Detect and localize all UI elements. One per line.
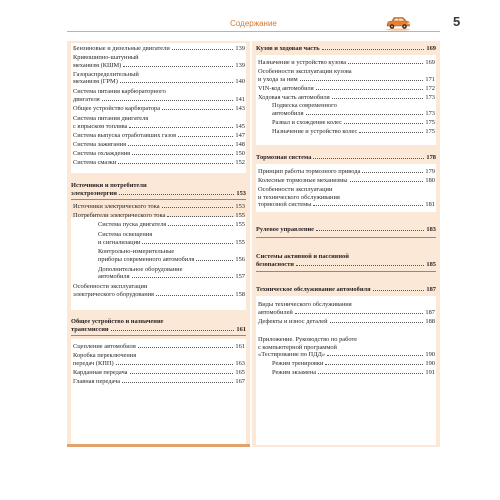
- toc-entry[interactable]: Ходовая часть автомобиля 173: [258, 93, 435, 101]
- toc-section-heading: Общее устройство и назначение: [71, 318, 164, 325]
- toc-entry[interactable]: Система зажигания 148: [73, 140, 245, 148]
- toc-subentry[interactable]: Назначение и устройство колес 175: [272, 128, 435, 135]
- toc-entry[interactable]: Дефекты и износ деталей 188: [258, 318, 435, 325]
- toc-entry[interactable]: Система выпуска отработавших газов 147: [73, 131, 245, 139]
- toc-subentry[interactable]: Система пуска двигателя 155: [98, 221, 245, 228]
- toc-section[interactable]: Техническое обслуживание автомобиля 187: [256, 286, 436, 293]
- toc-entry[interactable]: двигателя 141: [73, 95, 245, 103]
- section-rule: [71, 335, 246, 336]
- toc-section[interactable]: Рулевое управление 183: [256, 226, 436, 233]
- section-rule: [256, 271, 436, 272]
- toc-section-heading: Источники и потребители: [71, 182, 147, 189]
- toc-subentry[interactable]: Режим тренировки 190: [272, 360, 435, 367]
- toc-entry[interactable]: Источники электрического тока 153: [73, 203, 245, 210]
- toc-entry-line: Виды технического обслуживания: [258, 301, 352, 308]
- section-rule: [256, 237, 436, 238]
- toc-subentry-line: Система освещения: [98, 231, 153, 238]
- toc-entry-line: с компьютерной программой: [258, 343, 337, 351]
- toc-entry-line: Система питания двигателя: [73, 115, 149, 122]
- toc-entry-line: Газораспределительный: [73, 70, 139, 78]
- toc-entry[interactable]: VIN-код автомобиля 172: [258, 84, 435, 92]
- toc-section[interactable]: Тормозная система 178: [256, 154, 436, 161]
- toc-entry[interactable]: Система охлаждения 150: [73, 149, 245, 157]
- toc-subentry[interactable]: автомобиля 173: [272, 109, 435, 117]
- toc-entry[interactable]: «Тестирование по ПДД» 190: [258, 351, 435, 358]
- toc-entry[interactable]: Система смазки 152: [73, 158, 245, 166]
- toc-entry-line: Особенности эксплуатации: [258, 186, 333, 193]
- toc-entry[interactable]: Бензиновые и дизельные двигатели 139: [73, 45, 245, 52]
- toc-entry[interactable]: Общее устройство карбюратора 143: [73, 105, 245, 112]
- toc-entry[interactable]: механизм (КШМ) 139: [73, 61, 245, 69]
- car-icon: [385, 15, 411, 31]
- toc-entry[interactable]: механизм (ГРМ) 140: [73, 78, 245, 85]
- toc-entry[interactable]: и ухода за ним 171: [258, 75, 435, 83]
- toc-left-column: [67, 41, 250, 447]
- toc-entry[interactable]: Колесные тормозные механизмы 180: [258, 177, 435, 184]
- toc-entry[interactable]: Карданная передача 165: [73, 368, 245, 376]
- toc-entry[interactable]: Главная передача 167: [73, 377, 245, 385]
- toc-entry-line: Система питания карбюраторного: [73, 88, 166, 95]
- toc-subentry-line: Подвеска современного: [272, 102, 337, 109]
- toc-entry[interactable]: передач (КПП) 163: [73, 359, 245, 367]
- header-rule: [67, 31, 440, 32]
- toc-subentry-line: Контрольно-измерительные: [98, 248, 175, 255]
- toc-entry[interactable]: автомобилей 187: [258, 308, 435, 316]
- toc-entry[interactable]: тормозной системы 181: [258, 201, 435, 208]
- toc-section[interactable]: безопасности 185: [256, 261, 436, 268]
- toc-subentry[interactable]: Режим экзамена 191: [272, 369, 435, 376]
- page-number: 5: [453, 14, 461, 29]
- section-rule: [71, 199, 246, 200]
- toc-entry-line: и технического обслуживания: [258, 193, 340, 201]
- toc-subentry[interactable]: автомобиля 157: [98, 273, 245, 280]
- toc-section[interactable]: трансмиссии 161: [71, 326, 246, 333]
- toc-section-heading: Системы активной и пассивной: [256, 253, 349, 260]
- toc-entry-line: Кривошипно-шатунный: [73, 54, 139, 61]
- toc-entry[interactable]: с впрыском топлива 145: [73, 122, 245, 130]
- toc-subentry[interactable]: и сигнализации 155: [98, 238, 245, 246]
- toc-entry[interactable]: Потребители электрического тока 155: [73, 212, 245, 219]
- toc-entry-line: Приложение. Руководство по работе: [258, 336, 358, 343]
- toc-entry[interactable]: Принцип работы тормозного привода 179: [258, 168, 435, 175]
- toc-entry-line: Особенности эксплуатации: [73, 283, 148, 290]
- page-header: [67, 14, 461, 32]
- toc-entry[interactable]: Назначение и устройство кузова 169: [258, 59, 435, 66]
- toc-section[interactable]: электроэнергии 153: [71, 190, 246, 197]
- toc-entry-line: Коробка переключения: [73, 352, 137, 359]
- toc-entry-line: Особенности эксплуатации кузова: [258, 68, 352, 75]
- toc-section[interactable]: Кузов и ходовая часть 169: [256, 45, 436, 52]
- header-title: Содержание: [230, 19, 277, 28]
- toc-subentry[interactable]: приборы современного автомобиля 156: [98, 255, 245, 263]
- toc-subentry[interactable]: Развал и схождение колес 175: [272, 119, 435, 126]
- toc-entry[interactable]: электрического оборудования 158: [73, 290, 245, 298]
- toc-right-column: [252, 41, 440, 447]
- toc-entry[interactable]: Сцепление автомобиля 161: [73, 343, 245, 350]
- toc-subentry-line: Дополнительное оборудование: [98, 265, 183, 273]
